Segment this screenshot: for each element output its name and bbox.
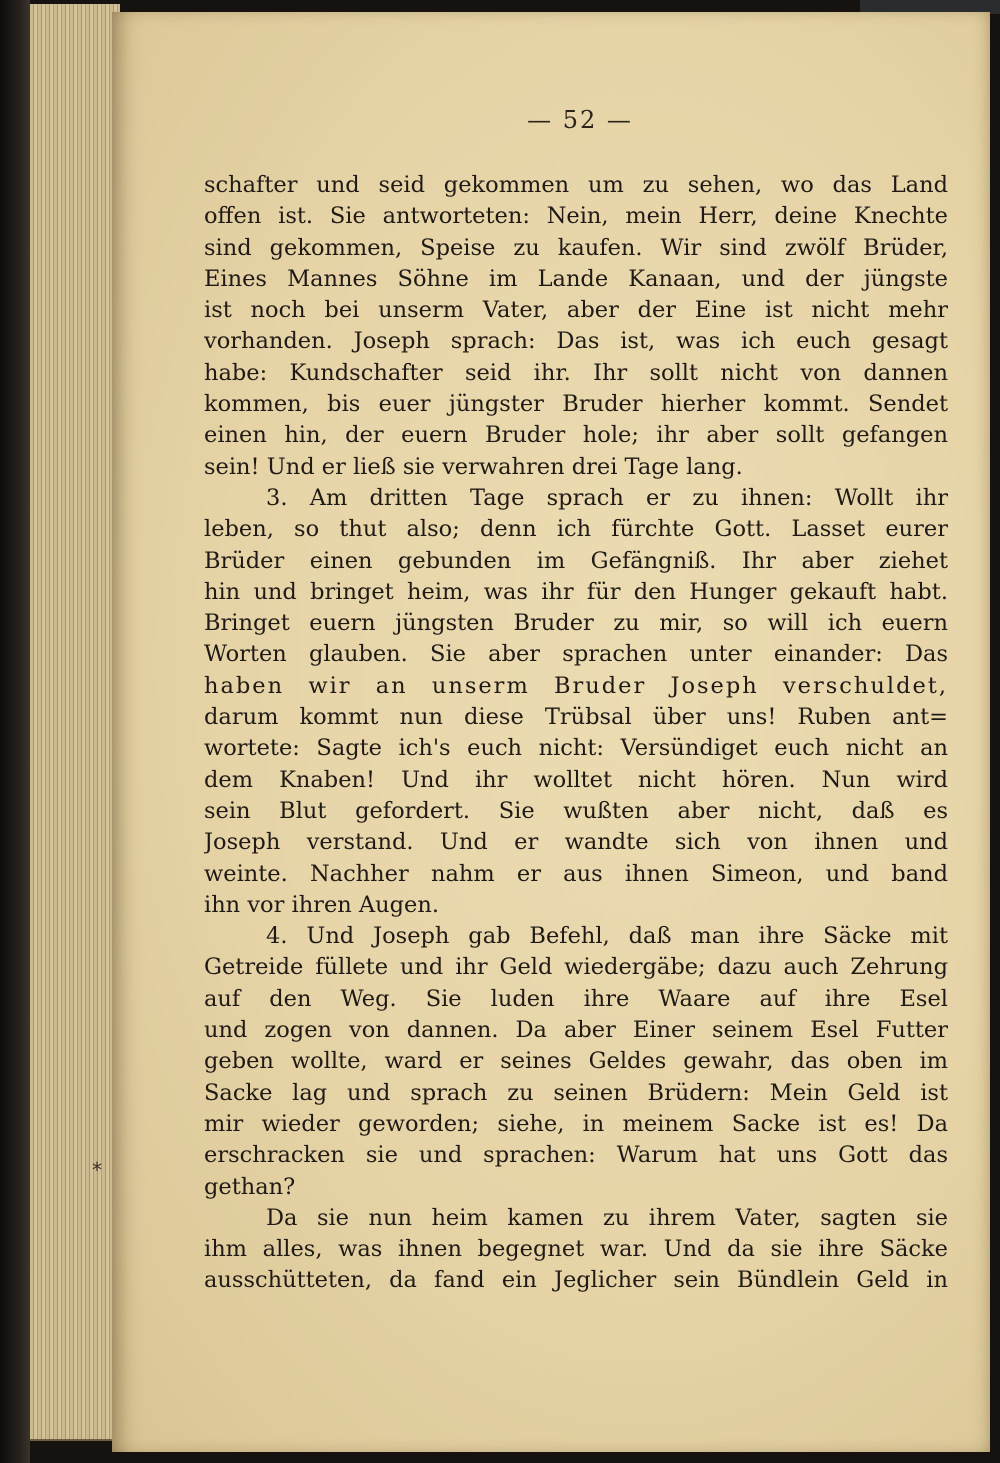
text-line: Sacke lag und sprach zu seinen Brüdern: Mein Geld ist bbox=[204, 1079, 948, 1106]
text-line: ihm alles, was ihnen begegnet war. Und da sie ihre Säcke bbox=[204, 1236, 948, 1263]
text-line: sein! Und er ließ sie verwahren drei Tage lang. bbox=[204, 453, 743, 480]
margin-asterisk: * bbox=[92, 1158, 102, 1182]
text-line: erschracken sie und sprachen: Warum hat uns Gott das bbox=[204, 1142, 948, 1169]
text-line: Joseph verstand. Und er wandte sich von ihnen und bbox=[204, 829, 948, 856]
spaced-text-line: haben wir an unserm Bruder Joseph verschuldet, bbox=[204, 672, 948, 699]
text-line: mir wieder geworden; siehe, in meinem Sacke ist es! Da bbox=[204, 1110, 948, 1137]
text-line: kommen, bis euer jüngster Bruder hierher kommt. Sendet bbox=[204, 391, 948, 418]
text-line: wortete: Sagte ich's euch nicht: Versündiget euch nicht an bbox=[204, 735, 948, 762]
text-line: Getreide füllete und ihr Geld wiedergäbe; dazu auch Zehrung bbox=[204, 954, 948, 981]
paragraph-4-start: 4. Und Joseph gab Befehl, daß man ihre Säcke mit bbox=[266, 923, 948, 950]
text-line: ist noch bei unserm Vater, aber der Eine ist nicht mehr bbox=[204, 297, 948, 324]
text-line: sein Blut gefordert. Sie wußten aber nicht, daß es bbox=[204, 797, 948, 824]
text-line: auf den Weg. Sie luden ihre Waare auf ihre Esel bbox=[204, 985, 948, 1012]
text-line: sind gekommen, Speise zu kaufen. Wir sind zwölf Brüder, bbox=[204, 234, 948, 261]
page-number: — 52 — bbox=[527, 106, 633, 134]
text-line: schafter und seid gekommen um zu sehen, wo das Land bbox=[204, 172, 948, 198]
text-line: leben, so thut also; denn ich fürchte Gott. Lasset eurer bbox=[204, 516, 948, 543]
text-line: einen hin, der euern Bruder hole; ihr aber sollt gefangen bbox=[204, 422, 948, 449]
text-line: Bringet euern jüngsten Bruder zu mir, so will ich euern bbox=[204, 610, 948, 637]
book-page bbox=[112, 12, 990, 1452]
page-edges bbox=[30, 4, 120, 1441]
text-line: und zogen von dannen. Da aber Einer seinem Esel Futter bbox=[204, 1017, 948, 1044]
text-line: vorhanden. Joseph sprach: Das ist, was ich euch gesagt bbox=[204, 328, 948, 355]
paragraph-3-start: 3. Am dritten Tage sprach er zu ihnen: Wollt ihr bbox=[266, 484, 948, 511]
text-line: Eines Mannes Söhne im Lande Kanaan, und der jüngste bbox=[204, 265, 948, 292]
text-line: weinte. Nachher nahm er aus ihnen Simeon, und band bbox=[204, 860, 948, 887]
body-text bbox=[204, 170, 948, 1297]
text-line: hin und bringet heim, was ihr für den Hunger gekauft habt. bbox=[204, 578, 948, 605]
paragraph-5-start: Da sie nun heim kamen zu ihrem Vater, sagten sie bbox=[266, 1204, 948, 1231]
text-line: darum kommt nun diese Trübsal über uns! Ruben ant= bbox=[204, 704, 948, 731]
book-cover-edge bbox=[0, 0, 30, 1463]
text-line: Worten glauben. Sie aber sprachen unter einander: Das bbox=[204, 641, 948, 668]
text-line: offen ist. Sie antworteten: Nein, mein Herr, deine Knechte bbox=[204, 203, 948, 230]
text-line: habe: Kundschafter seid ihr. Ihr sollt nicht von dannen bbox=[204, 359, 948, 386]
text-line: ihn vor ihren Augen. bbox=[204, 891, 439, 918]
text-line: ausschütteten, da fand ein Jeglicher sein Bündlein Geld in bbox=[204, 1267, 948, 1294]
text-line: geben wollte, ward er seines Geldes gewahr, das oben im bbox=[204, 1048, 948, 1075]
text-line: gethan? bbox=[204, 1173, 296, 1200]
text-line: dem Knaben! Und ihr wolltet nicht hören. Nun wird bbox=[204, 766, 948, 793]
text-line: Brüder einen gebunden im Gefängniß. Ihr aber ziehet bbox=[204, 547, 948, 574]
